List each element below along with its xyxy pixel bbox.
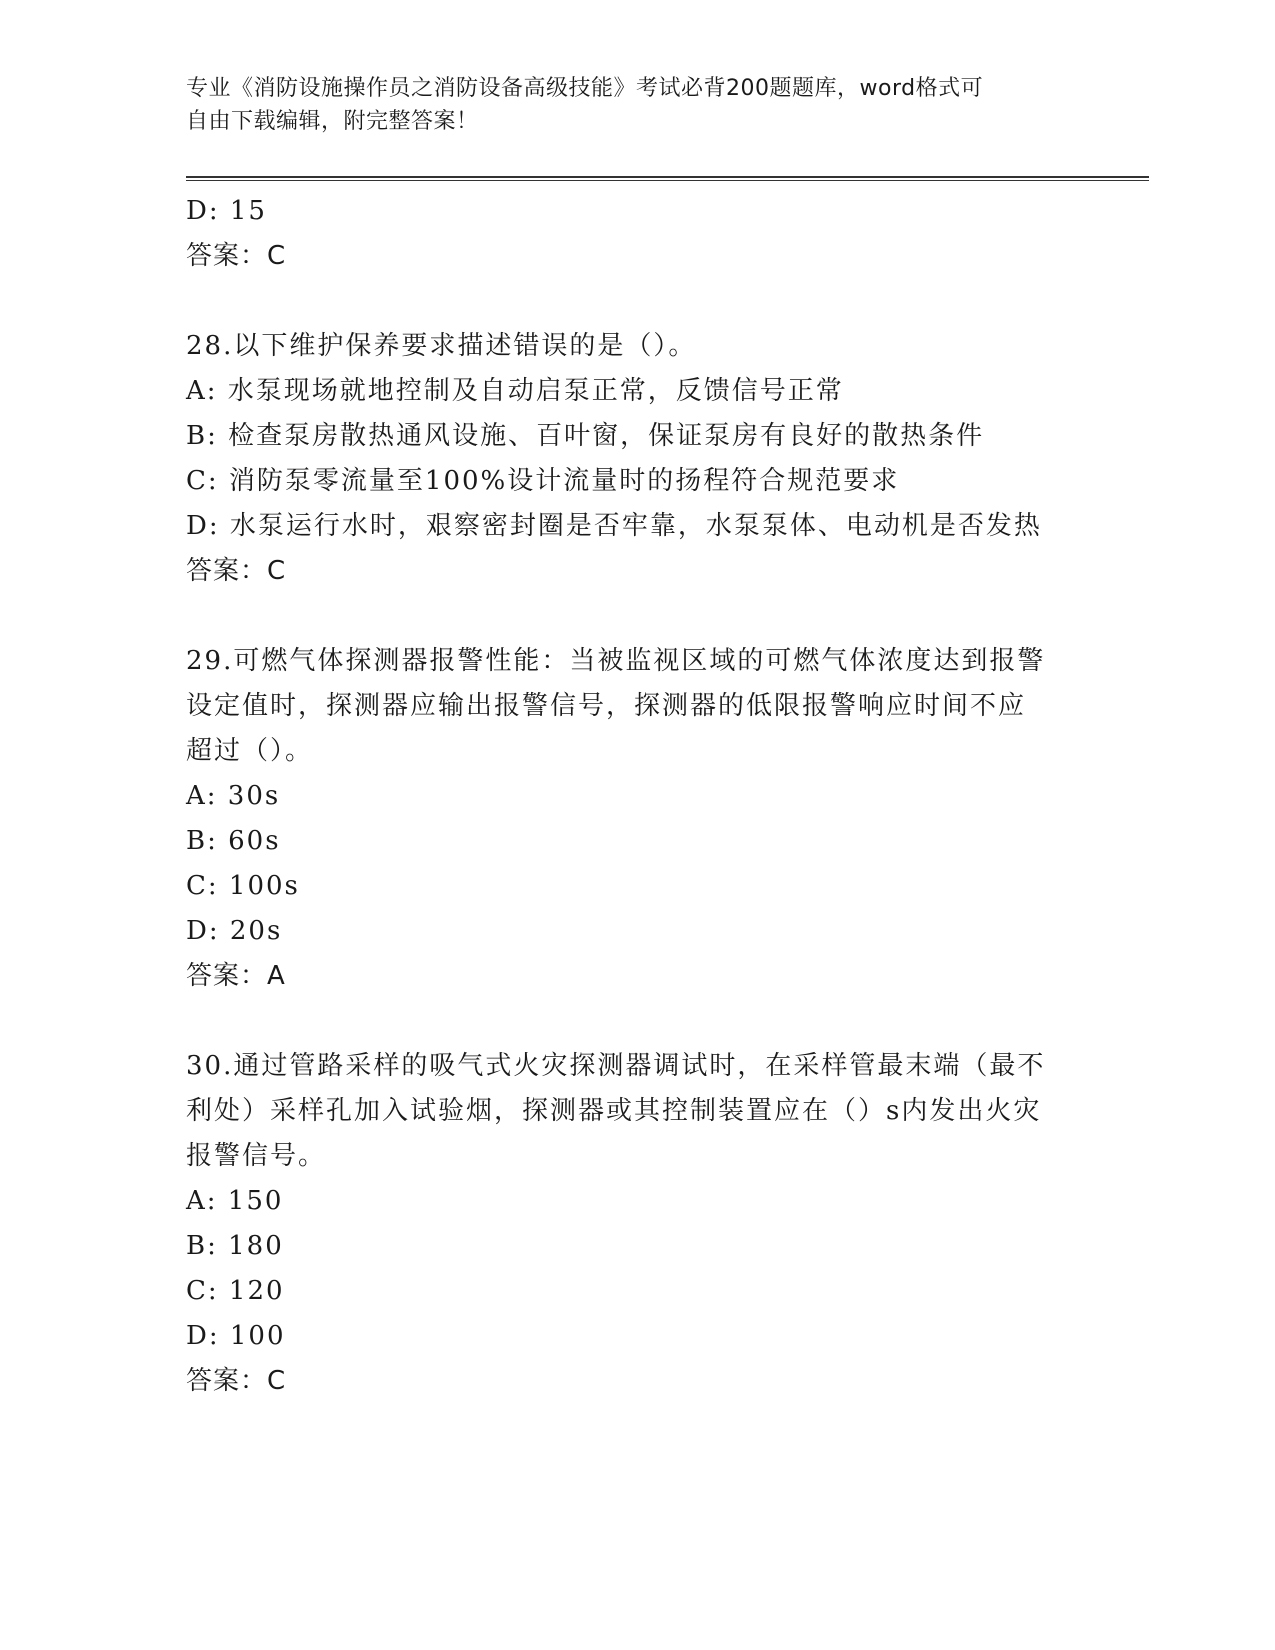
header-line-1: 专业《消防设施操作员之消防设备高级技能》考试必背200题题库，word格式可 (186, 76, 984, 101)
header-line-2: 自由下载编辑，附完整答案！ (186, 109, 479, 134)
question-list (186, 189, 1086, 1404)
question-stem-line: 设定值时，探测器应输出报警信号，探测器的低限报警响应时间不应 (186, 691, 1027, 721)
option-a: A: 30s (186, 781, 281, 811)
page-header (186, 72, 1066, 138)
option-b: B: 检查泵房散热通风设施、百叶窗，保证泵房有良好的散热条件 (186, 421, 985, 451)
option-a: A: 水泵现场就地控制及自动启泵正常，反馈信号正常 (186, 376, 844, 406)
answer: 答案：A (186, 961, 286, 991)
question-stem-line: 30.通过管路采样的吸气式火灾探测器调试时，在采样管最末端（最不 (186, 1051, 1046, 1081)
header-divider (186, 176, 1149, 181)
option-c: C: 100s (186, 871, 300, 901)
question-stem-line: 28.以下维护保养要求描述错误的是（）。 (186, 331, 697, 361)
question-stem-line: 利处）采样孔加入试验烟，探测器或其控制装置应在（）s内发出火灾 (186, 1096, 1042, 1126)
option-a: A: 150 (186, 1186, 284, 1216)
answer: 答案：C (186, 556, 287, 586)
carryover-answer: 答案：C (186, 241, 287, 271)
option-b: B: 60s (186, 826, 281, 856)
option-d: D: 20s (186, 916, 283, 946)
question-29 (186, 639, 1086, 999)
carryover-option-d: D: 15 (186, 196, 267, 226)
answer: 答案：C (186, 1366, 287, 1396)
question-stem-line: 超过（）。 (186, 736, 314, 766)
option-b: B: 180 (186, 1231, 284, 1261)
option-c: C: 120 (186, 1276, 285, 1306)
option-d: D: 100 (186, 1321, 286, 1351)
question-stem-line: 29.可燃气体探测器报警性能：当被监视区域的可燃气体浓度达到报警 (186, 646, 1046, 676)
question-28 (186, 324, 1086, 594)
question-30 (186, 1044, 1086, 1404)
option-c: C: 消防泵零流量至100%设计流量时的扬程符合规范要求 (186, 466, 900, 496)
option-d: D: 水泵运行水时，艰察密封圈是否牢靠，水泵泵体、电动机是否发热 (186, 511, 1042, 541)
question-stem-line: 报警信号。 (186, 1141, 327, 1171)
